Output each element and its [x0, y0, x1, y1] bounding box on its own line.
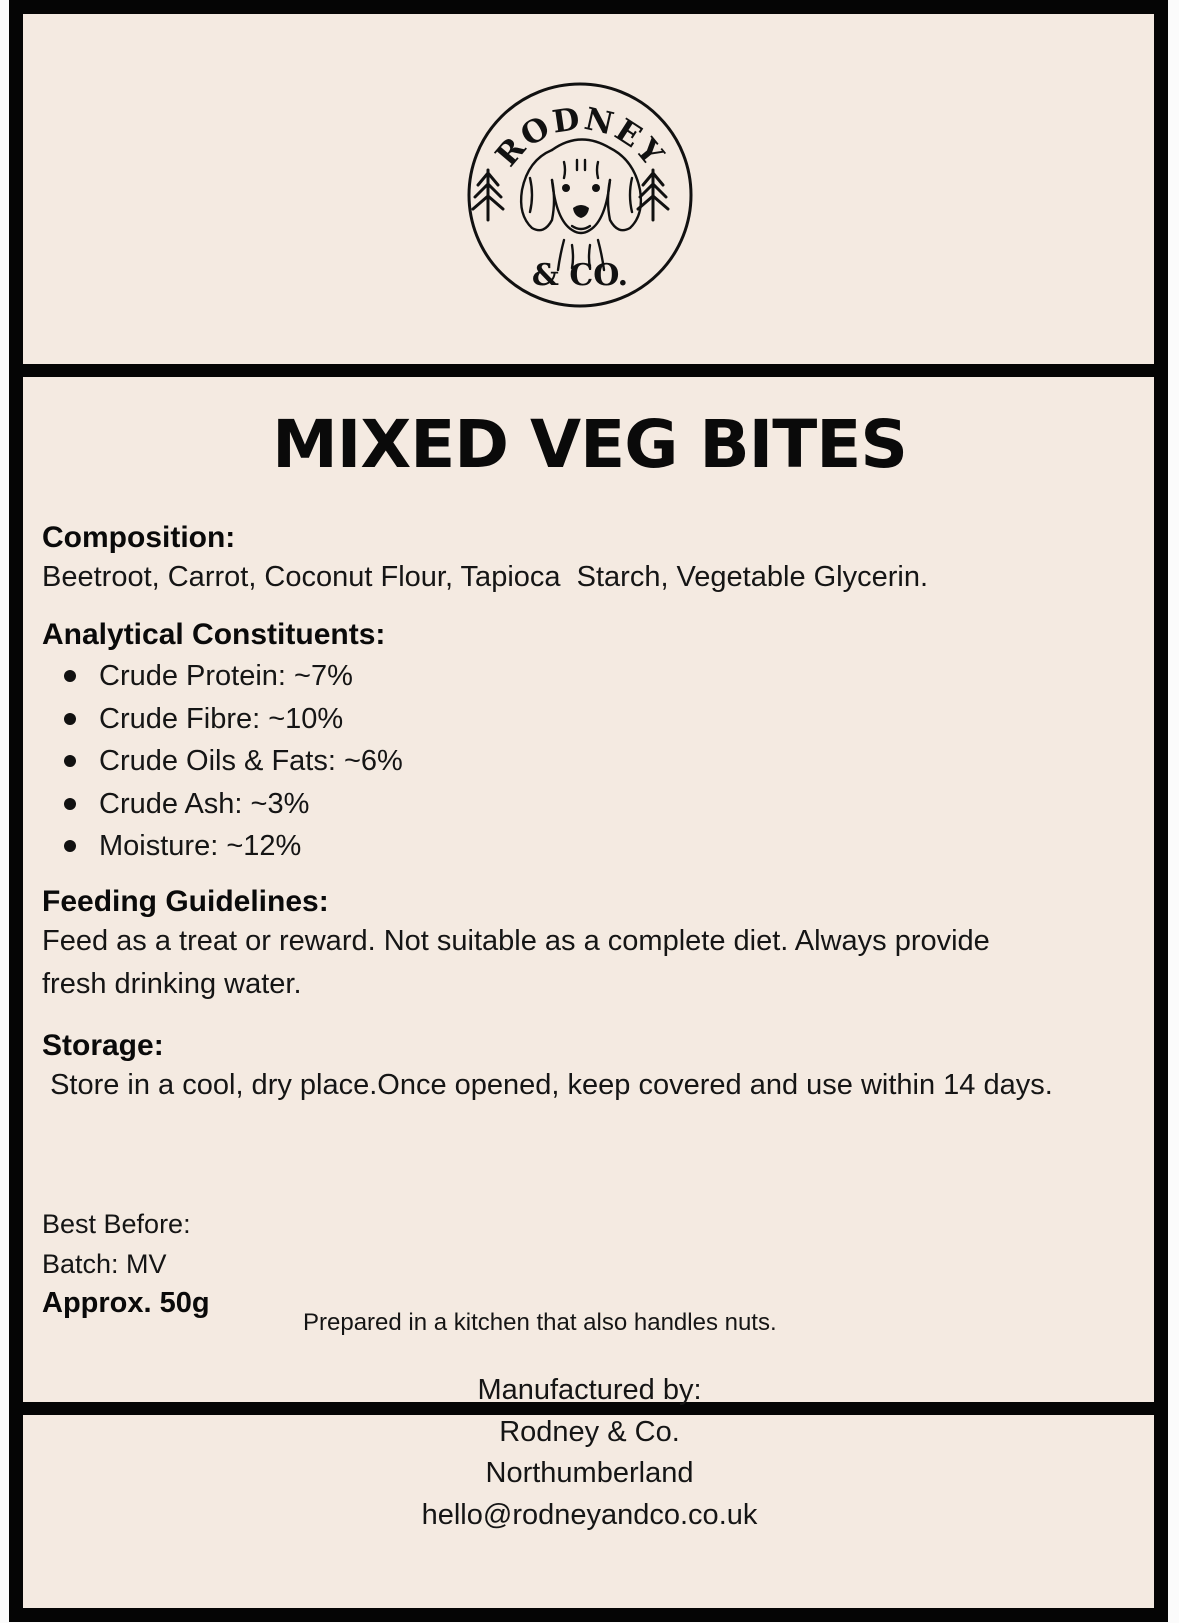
composition-text: Beetroot, Carrot, Coconut Flour, Tapioca Starch, Vegetable Glycerin. — [42, 561, 929, 593]
company-name: Rodney & Co. — [499, 1415, 680, 1448]
best-before: Best Before: — [42, 1209, 191, 1239]
analytical-section — [42, 617, 1110, 868]
list-item — [42, 698, 1110, 741]
bullet-icon — [64, 713, 76, 725]
feeding-heading: Feeding Guidelines: — [42, 884, 329, 918]
storage-text: Store in a cool, dry place.Once opened, keep covered and use within 14 days. — [42, 1068, 1053, 1101]
storage-heading: Storage: — [42, 1028, 164, 1062]
label-content — [30, 520, 1110, 1129]
contact-email[interactable]: hello@rodneyandco.co.uk — [421, 1498, 758, 1531]
company-location: Northumberland — [485, 1457, 694, 1489]
constituent-label: Crude Oils & Fats: ~6% — [99, 745, 403, 777]
net-weight: Approx. 50g — [42, 1287, 210, 1319]
list-item — [42, 740, 1110, 783]
svg-text:& CO.: & CO. — [531, 258, 629, 293]
bullet-icon — [64, 670, 76, 682]
constituent-label: Crude Ash: ~3% — [99, 787, 310, 820]
bullet-icon — [64, 755, 76, 767]
composition-section — [42, 520, 1110, 599]
analytical-heading: Analytical Constituents: — [42, 618, 386, 651]
product-meta — [42, 1204, 210, 1322]
allergen-notice: Prepared in a kitchen that also handles nuts. — [303, 1309, 777, 1336]
composition-heading: Composition: — [42, 521, 236, 554]
pine-tree-icon — [473, 170, 503, 220]
feeding-text: Feed as a treat or reward. Not suitable as a complete diet. Always provide fresh drinking water. — [42, 924, 998, 1000]
pine-tree-icon — [638, 170, 668, 220]
list-item — [42, 825, 1110, 868]
list-item — [42, 783, 1110, 826]
product-title: MIXED VEG BITES — [272, 406, 907, 483]
bullet-icon — [64, 840, 76, 852]
list-item — [42, 655, 1110, 698]
constituent-label: Crude Fibre: ~10% — [99, 702, 344, 735]
batch-code: Batch: MV — [42, 1249, 167, 1279]
constituent-label: Moisture: ~12% — [99, 830, 302, 862]
top-divider — [23, 364, 1154, 377]
manufacturer-info — [0, 1370, 1179, 1536]
brand-logo — [460, 70, 700, 320]
analytical-list — [42, 655, 1110, 868]
svg-text:RODNEY: RODNEY — [488, 100, 672, 174]
feeding-section — [42, 884, 1110, 1006]
bullet-icon — [64, 798, 76, 810]
manufactured-by-label: Manufactured by: — [477, 1374, 702, 1406]
constituent-label: Crude Protein: ~7% — [99, 660, 353, 692]
dog-icon — [460, 70, 700, 320]
storage-section — [42, 1028, 1110, 1107]
